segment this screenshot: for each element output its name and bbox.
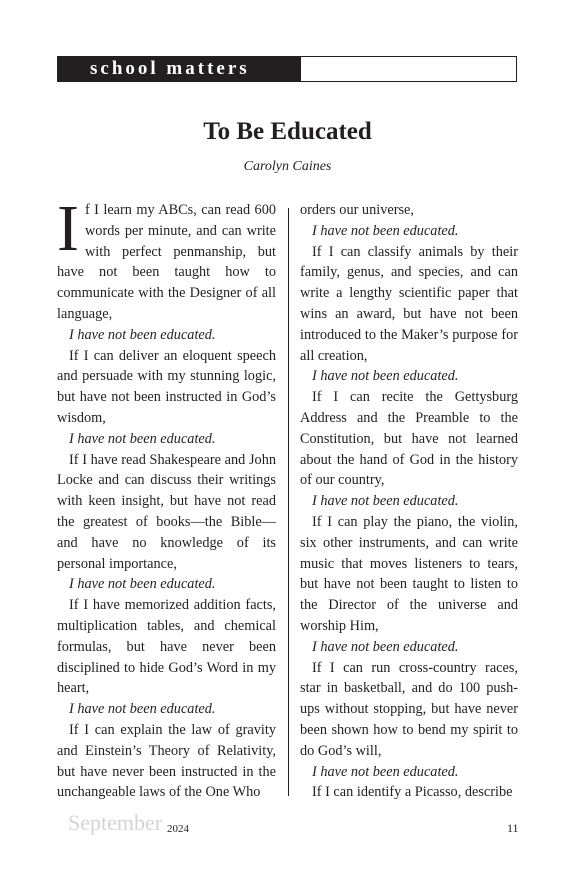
body-paragraph: If I can play the piano, the violin, six other instruments, and can write music that moves listeners to tears, but have not been taught to listen to the Director of the universe and worship Him, — [300, 513, 518, 634]
body-paragraph: If I can explain the law of gravity and Einstein’s Theory of Relativity, but have never been instructed in the unchangeable laws of the One Who — [57, 721, 276, 801]
refrain-line: I have not been educated. — [312, 493, 459, 510]
refrain-line: I have not been educated. — [69, 326, 216, 343]
page-number: 11 — [507, 821, 519, 835]
section-label: school matters — [58, 57, 301, 81]
opening-paragraph — [57, 192, 276, 325]
paragraph-text: f I learn my ABCs, can read 600 words per minute, and can write with perfect penmanship, but have not been taught how to communicate with the Designer of all language, — [57, 202, 276, 322]
footer-year: 2024 — [167, 823, 189, 835]
body-paragraph: If I can deliver an eloquent speech and persuade with my stunning logic, but have not been instructed in God’s wisdom, — [57, 347, 276, 426]
refrain-line: I have not been educated. — [69, 430, 216, 447]
column-divider — [288, 208, 289, 796]
refrain-line: I have not been educated. — [312, 368, 459, 385]
refrain-line: I have not been educated. — [312, 222, 459, 239]
footer-month: September — [68, 810, 163, 835]
body-paragraph: If I have read Shakespeare and John Locke and can discuss their writings with keen insight, but have not read the greatest of books—the Bible—and have no knowledge of its personal importance, — [57, 451, 276, 572]
right-column — [300, 200, 518, 803]
body-paragraph: orders our universe, — [300, 202, 414, 218]
left-column — [57, 192, 276, 803]
article-author: Carolyn Caines — [243, 159, 332, 174]
body-paragraph: If I can run cross-country races, star in basketball, and do 100 push-ups without stopping, but have never been shown how to bend my spirit to do God’s will, — [300, 659, 518, 759]
article-title: To Be Educated — [203, 118, 372, 145]
section-header — [57, 56, 517, 82]
body-paragraph: If I can recite the Gettysburg Address and the Preamble to the Constitution, but have not learned about the hand of God in the history of our country, — [300, 389, 518, 489]
body-paragraph: If I can classify animals by their family, genus, and species, and can write a lengthy scientific paper that wins an award, but have not been introduced to the Maker’s purpose for all creation, — [300, 243, 518, 364]
refrain-line: I have not been educated. — [69, 701, 216, 718]
body-paragraph: If I can identify a Picasso, describe — [312, 784, 513, 801]
refrain-line: I have not been educated. — [312, 763, 459, 780]
refrain-line: I have not been educated. — [69, 576, 216, 593]
drop-cap: I — [57, 192, 79, 265]
refrain-line: I have not been educated. — [312, 638, 459, 655]
body-paragraph: If I have memorized addition facts, multiplication tables, and chemical formulas, but have never been disciplined to hide God’s Word in my heart, — [57, 597, 276, 697]
